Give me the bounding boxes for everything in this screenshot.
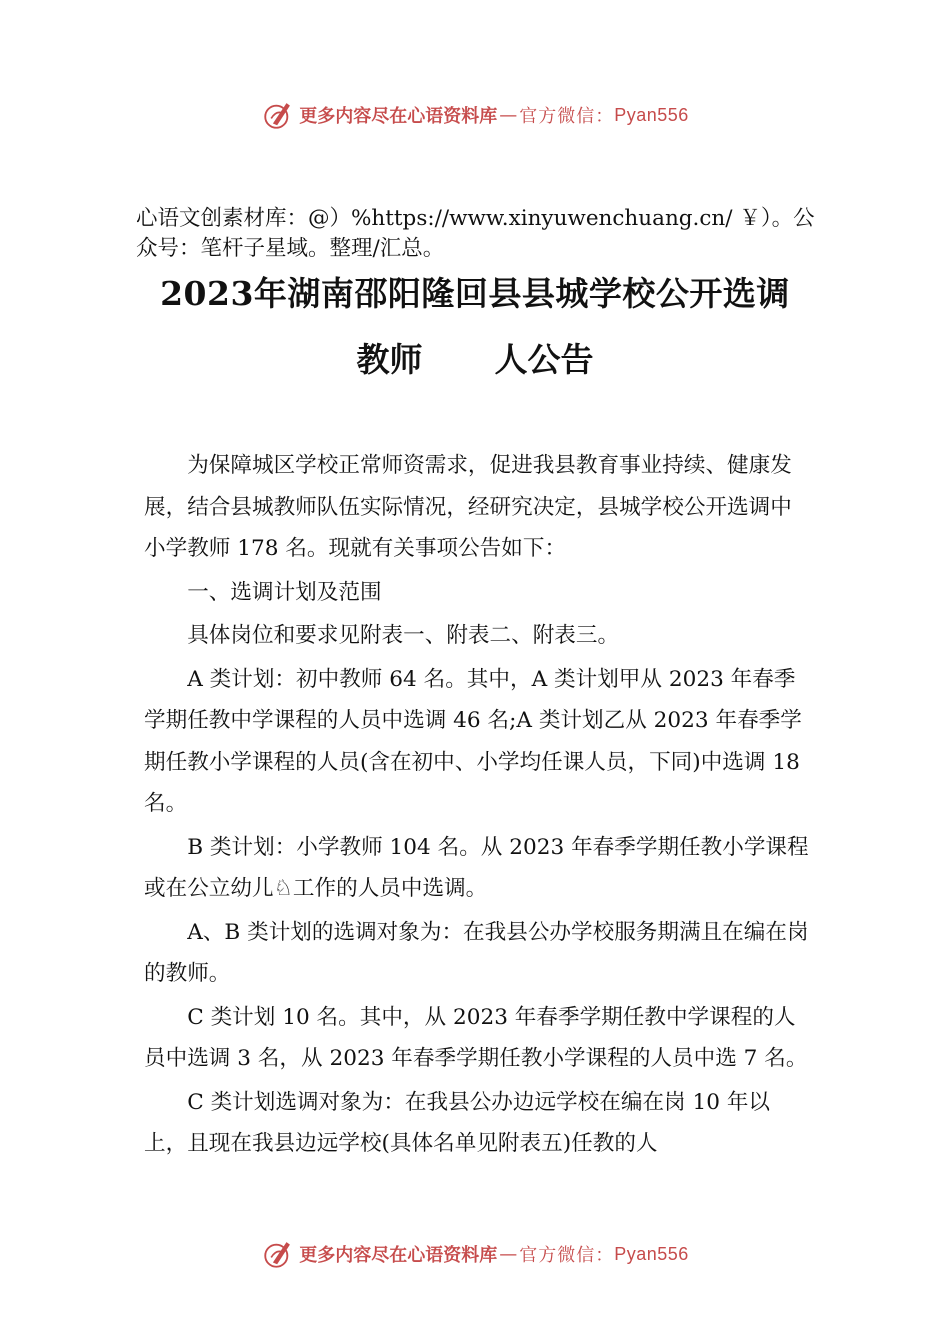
title-part-b: 人公告: [494, 340, 594, 379]
title-part-a: 教师: [356, 340, 423, 379]
page-title-line-1: 2023年湖南邵阳隆回县县城学校公开选调: [160, 274, 790, 313]
banner-wechat-id: Pyan556: [614, 104, 689, 125]
document-body: [144, 445, 809, 1165]
page-title-line-2: [0, 334, 950, 381]
paragraph: B 类计划：小学教师 104 名。从 2023 年春季学期任教小学课程或在公立幼儿♘工作的人员中选调。: [144, 834, 809, 901]
pen-nib-logo-icon: [261, 1237, 295, 1271]
banner-slogan: 更多内容尽在心语资料库: [299, 106, 498, 127]
banner-wechat-id: Pyan556: [614, 1243, 689, 1264]
banner-dash: —: [499, 1243, 518, 1265]
header-watermark-banner: [0, 95, 950, 135]
banner-label: 官方微信：: [519, 1245, 615, 1266]
paragraph: A、B 类计划的选调对象为：在我县公办学校服务期满且在编在岗的教师。: [144, 919, 809, 986]
paragraph: 为保障城区学校正常师资需求，促进我县教育事业持续、健康发展，结合县城教师队伍实际情况，经研究决定，县城学校公开选调中小学教师 178 名。现就有关事项公告如下：: [144, 453, 792, 561]
banner-slogan: 更多内容尽在心语资料库: [299, 1245, 498, 1266]
paragraph: C 类计划 10 名。其中，从 2023 年春季学期任教中学课程的人员中选调 3 名，从 2023 年春季学期任教小学课程的人员中选 7 名。: [144, 1004, 808, 1071]
paragraph: 具体岗位和要求见附表一、附表二、附表三。: [187, 623, 620, 648]
footer-watermark-banner: [0, 1234, 950, 1274]
paragraph: A 类计划：初中教师 64 名。其中，A 类计划甲从 2023 年春季学期任教中学课程的人员中选调 46 名;A 类计划乙从 2023 年春季学期任教小学课程的人员(含在初中、小学均任课人员，下同)中选调 18 名。: [144, 666, 802, 816]
pen-nib-logo-icon: [261, 98, 295, 132]
section-heading: 一、选调计划及范围: [187, 579, 382, 605]
banner-dash: —: [499, 104, 518, 126]
paragraph: C 类计划选调对象为：在我县公办边远学校在编在岗 10 年以上，且现在我县边远学校(具体名单见附表五)任教的人: [144, 1089, 771, 1156]
banner-label: 官方微信：: [519, 106, 615, 127]
source-line: 心语文创素材库：@）%https://www.xinyuwenchuang.cn/ ￥）。公众号：笔杆子星域。整理/汇总。: [136, 206, 815, 261]
